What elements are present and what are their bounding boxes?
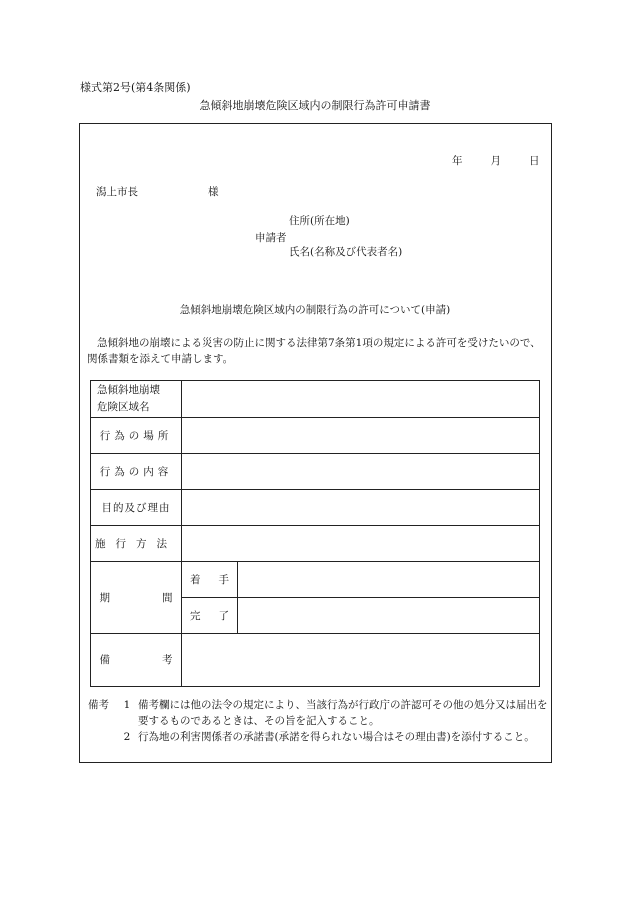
completion-label: [182, 597, 247, 633]
remark-number: 1: [123, 699, 131, 711]
application-table: [90, 380, 540, 687]
remarks-section: [88, 697, 548, 745]
remarks-heading: 備考: [88, 699, 109, 711]
content-label: [91, 453, 181, 489]
addressee: [96, 187, 219, 198]
body-text: 急傾斜地の崩壊による災害の防止に関する法律第7条第1項の規定による許可を受けたいので、関係書類を添えて申請します。: [87, 337, 541, 365]
period-text: 期間: [99, 591, 225, 604]
year-label: 年: [452, 155, 463, 167]
mayor-label: 潟上市長: [96, 186, 138, 198]
purpose-text: 目的及び理由: [101, 501, 171, 514]
purpose-label: [91, 489, 181, 525]
method-text: 施行方法: [95, 537, 177, 550]
remark-number: 2: [123, 731, 131, 743]
notes-text: 備考: [99, 654, 225, 666]
address-label: 住所(所在地): [289, 215, 350, 227]
honorific-label: 様: [208, 186, 219, 198]
start-text: 着手: [190, 573, 247, 586]
area-name-label: [91, 381, 181, 417]
applicant-label: 申請者: [255, 232, 287, 244]
completion-text: 完了: [190, 609, 247, 622]
name-label: 氏名(名称及び代表者名): [289, 246, 403, 258]
location-label: [91, 417, 181, 453]
remark-text: 行為地の利害関係者の承諾書(承諾を得られない場合はその理由書)を添付すること。: [138, 731, 535, 743]
remark-item-2: [88, 729, 548, 745]
form-number: 様式第2号(第4条関係): [80, 81, 191, 94]
start-label: [182, 561, 247, 597]
date-line: [452, 156, 540, 167]
form-title: 急傾斜地崩壊危険区域内の制限行為許可申請書: [199, 99, 431, 112]
method-label: [91, 525, 181, 561]
area-name-line1: 急傾斜地崩壊: [97, 384, 160, 396]
subject-line: 急傾斜地崩壊危険区域内の制限行為の許可について(申請): [179, 304, 451, 316]
content-text: 行為の内容: [99, 465, 173, 478]
month-label: 月: [490, 155, 501, 167]
remark-text: 備考欄には他の法令の規定により、当該行為が行政庁の許認可その他の処分又は届出を要するものであるときは、その旨を記入すること。: [138, 699, 548, 727]
remark-item-1: [88, 697, 548, 729]
day-label: 日: [529, 155, 540, 167]
area-name-line2: 危険区域名: [97, 401, 150, 413]
notes-label: [91, 633, 225, 686]
location-text: 行為の場所: [99, 429, 173, 442]
